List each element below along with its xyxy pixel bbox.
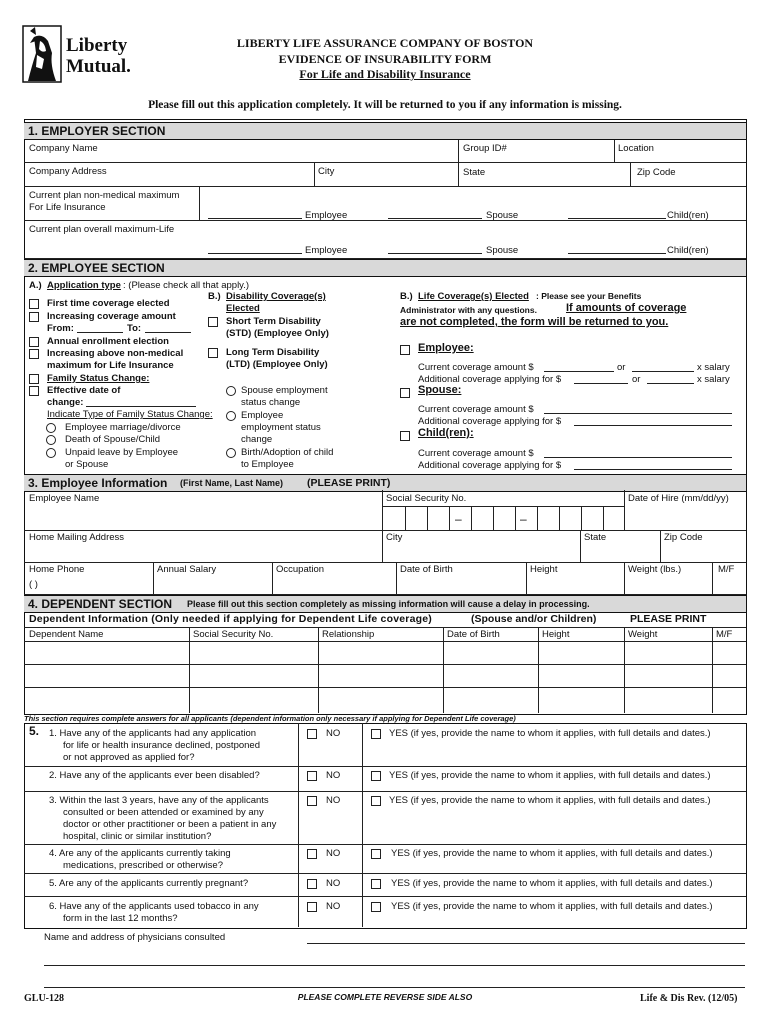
employer-section-title: 1. EMPLOYER SECTION [28,124,166,138]
overall-employee-label: Employee [305,245,348,256]
section5-note: This section requires complete answers for all applicants (dependent information only necessary if applying for Dependent Life coverage) [24,714,516,723]
physicians-field-1[interactable] [307,943,745,944]
spouse-additional-amount-label: Additional coverage applying for $ [418,416,562,427]
q2-yes-label: YES (if yes, provide the name to whom it applies, with full details and dates.) [389,770,711,781]
q6-no-checkbox[interactable] [307,902,317,912]
std-checkbox[interactable] [208,317,218,327]
dep-col-dob: Date of Birth [447,629,500,640]
employer-state-label: State [463,167,486,178]
dep-col-mf: M/F [716,629,733,640]
employee-life-label: Employee: [418,342,474,354]
q5-yes-label: YES (if yes, provide the name to whom it applies, with full details and dates.) [391,878,713,889]
q6-no-label: NO [326,901,341,912]
birth-adoption-radio[interactable] [226,448,236,458]
physicians-label: Name and address of physicians consulted [44,932,226,943]
non-medical-max-label: Current plan non-medical maximum [29,190,180,201]
form-subtitle: For Life and Disability Insurance [299,67,471,81]
q4-yes-checkbox[interactable] [371,849,381,859]
above-max-checkbox[interactable] [29,349,39,359]
logo-text-mutual: Mutual. [66,56,131,77]
employee-status-radio[interactable] [226,411,236,421]
q1-text-2: for life or health insurance declined, postponed [63,740,260,751]
children-current-amount-field[interactable] [544,457,732,458]
employee-info-print: (PLEASE PRINT) [307,477,391,489]
q6-yes-checkbox[interactable] [371,902,381,912]
overall-max-label: Current plan overall maximum-Life [29,224,175,235]
q4-text: 4. Are any of the applicants currently taking [49,848,231,859]
dependent-please-print: PLEASE PRINT [630,613,707,625]
employee-info-title: 3. Employee Information [28,476,168,490]
employee-section-header [24,259,746,277]
birth-adoption-label-2: to Employee [241,459,294,470]
ltd-checkbox[interactable] [208,348,218,358]
employee-info-sub: (First Name, Last Name) [180,478,284,488]
to-field[interactable] [145,332,191,333]
effective-date-label: Effective date of [47,385,121,396]
app-type-title: Application type [47,280,121,291]
q5-yes-checkbox[interactable] [371,879,381,889]
employee-current-amount-field[interactable] [544,371,614,372]
q2-no-label: NO [326,770,341,781]
ssn-dash-2: – [520,512,527,526]
children-additional-amount-label: Additional coverage applying for $ [418,460,562,471]
birth-adoption-label: Birth/Adoption of child [241,447,334,458]
first-time-checkbox[interactable] [29,299,39,309]
occupation-label: Occupation [276,564,325,575]
spouse-children-label: (Spouse and/or Children) [471,613,597,625]
dep-col-relationship: Relationship [322,629,375,640]
overall-employee-line[interactable] [208,253,302,254]
dependent-section-title: 4. DEPENDENT SECTION [28,597,173,611]
emp-state-label: State [584,532,607,543]
q6-text: 6. Have any of the applicants used tobacco in any [49,901,259,912]
max-spouse-label: Spouse [486,210,519,221]
ltd-label-2: (LTD) (Employee Only) [226,359,328,370]
physicians-field-2[interactable] [44,965,745,966]
q3-no-checkbox[interactable] [307,796,317,806]
employee-current-x-salary: x salary [697,362,730,373]
life-coverage-prefix: B.) [400,291,413,302]
spouse-current-amount-field[interactable] [544,413,732,414]
overall-children-line[interactable] [568,253,666,254]
overall-children-label: Child(ren) [667,245,709,256]
employee-additional-amount-field[interactable] [574,383,628,384]
unpaid-leave-radio[interactable] [46,448,56,458]
q2-yes-checkbox[interactable] [371,771,381,781]
q3-text-2: consulted or been attended or examined by any [63,807,264,818]
annual-enrollment-label: Annual enrollment election [47,336,169,347]
effective-date-label-2: change: [47,397,84,408]
ltd-label: Long Term Disability [226,347,320,358]
complete-reverse-note: PLEASE COMPLETE REVERSE SIDE ALSO [297,992,473,1002]
disability-title: Disability Coverage(s) [226,291,326,302]
employee-status-label-3: change [241,434,273,445]
dependent-info-label: Dependent Information (Only needed if applying for Dependent Life coverage) [29,613,432,625]
q4-no-checkbox[interactable] [307,849,317,859]
company-address-label: Company Address [29,166,107,177]
q6-yes-label: YES (if yes, provide the name to whom it applies, with full details and dates.) [391,901,713,912]
form-code: GLU-128 [24,993,64,1004]
ssn-dash-1: – [455,512,462,526]
from-field[interactable] [77,332,123,333]
employee-status-label-2: employment status [241,422,321,433]
q1-yes-label: YES (if yes, provide the name to whom it applies, with full details and dates.) [389,728,711,739]
spouse-additional-amount-field[interactable] [574,425,732,426]
unpaid-leave-label-2: or Spouse [65,459,109,470]
std-label-2: (STD) (Employee Only) [226,328,329,339]
employee-section-title: 2. EMPLOYEE SECTION [28,261,165,275]
overall-spouse-label: Spouse [486,245,519,256]
app-type-note: : (Please check all that apply.) [123,280,250,291]
spouse-life-label: Spouse: [418,384,462,396]
home-address-label: Home Mailing Address [29,532,125,543]
q2-no-checkbox[interactable] [307,771,317,781]
spouse-employment-label: Spouse employment [241,385,328,396]
hire-date-label: Date of Hire (mm/dd/yy) [628,493,729,504]
dob-label: Date of Birth [400,564,453,575]
employer-section-header [24,122,746,140]
employee-status-label: Employee [241,410,284,421]
children-life-checkbox[interactable] [400,431,410,441]
q5-no-checkbox[interactable] [307,879,317,889]
dependent-section-header [24,595,746,613]
employee-current-salary-field[interactable] [632,371,694,372]
spouse-life-checkbox[interactable] [400,388,410,398]
company-name-label: Company Name [29,143,98,154]
max-children-line[interactable] [568,218,666,219]
q4-yes-label: YES (if yes, provide the name to whom it applies, with full details and dates.) [391,848,713,859]
disability-elected: Elected [226,303,260,314]
indicate-type-label: Indicate Type of Family Status Change: [47,409,213,420]
home-phone-parens: ( ) [29,579,38,590]
life-coverage-note: : Please see your Benefits [536,291,642,301]
employee-current-or: or [617,362,626,373]
section5-number: 5. [29,724,40,738]
form-title: EVIDENCE OF INSURABILITY FORM [278,52,492,66]
life-coverage-note-2: Administrator with any questions. [400,305,537,315]
employer-zip-label: Zip Code [637,167,676,178]
effective-date-field[interactable] [86,406,196,407]
dep-col-height: Height [542,629,570,640]
effective-date-checkbox[interactable] [29,386,39,396]
height-label: Height [530,564,558,575]
q1-no-label: NO [326,728,341,739]
first-time-label: First time coverage elected [47,298,170,309]
to-label: To: [127,323,142,334]
instruction-text: Please fill out this application completely. It will be returned to you if any information is missing. [148,99,622,111]
family-status-checkbox[interactable] [29,374,39,384]
q2-text: 2. Have any of the applicants ever been disabled? [49,770,260,781]
std-label: Short Term Disability [226,316,321,327]
from-label: From: [47,323,74,334]
q4-no-label: NO [326,848,341,859]
q3-yes-label: YES (if yes, provide the name to whom it applies, with full details and dates.) [389,795,711,806]
ssn-label: Social Security No. [386,493,467,504]
life-coverage-title: Life Coverage(s) Elected [418,291,529,302]
mf-label: M/F [718,564,735,575]
annual-salary-label: Annual Salary [157,564,217,575]
children-additional-amount-field[interactable] [574,469,732,470]
overall-spouse-line[interactable] [388,253,482,254]
max-children-label: Child(ren) [667,210,709,221]
employee-name-label: Employee Name [29,493,100,504]
max-employee-line[interactable] [208,218,302,219]
marriage-radio[interactable] [46,423,56,433]
q4-text-2: medications, prescribed or otherwise? [63,860,223,871]
q3-yes-checkbox[interactable] [371,796,381,806]
max-spouse-line[interactable] [388,218,482,219]
marriage-label: Employee marriage/divorce [65,422,181,433]
spouse-employment-label-2: status change [241,397,301,408]
emp-zip-label: Zip Code [664,532,703,543]
home-phone-label: Home Phone [29,564,85,575]
unpaid-leave-label: Unpaid leave by Employee [65,447,179,458]
emp-city-label: City [386,532,403,543]
increasing-label: Increasing coverage amount [47,311,176,322]
above-max-label-2: maximum for Life Insurance [47,360,174,371]
employee-current-amount-label: Current coverage amount $ [418,362,534,373]
group-id-label: Group ID# [463,143,507,154]
life-coverage-warning: If amounts of coverage [566,302,687,314]
children-life-label: Child(ren): [418,427,474,439]
family-status-label: Family Status Change: [47,373,150,384]
death-label: Death of Spouse/Child [65,434,161,445]
spouse-current-amount-label: Current coverage amount $ [418,404,534,415]
q5-text: 5. Are any of the applicants currently pregnant? [49,878,249,889]
death-radio[interactable] [46,435,56,445]
physicians-field-3[interactable] [44,987,745,988]
above-max-label: Increasing above non-medical [47,348,184,359]
location-label: Location [618,143,654,154]
employee-additional-salary-field[interactable] [647,383,694,384]
q1-text-3: or not approved as applied for? [63,752,195,763]
weight-label: Weight (lbs.) [628,564,682,575]
employer-city-label: City [318,166,335,177]
company-name-heading: LIBERTY LIFE ASSURANCE COMPANY OF BOSTON [236,36,534,50]
employee-info-header [24,474,746,492]
q6-text-2: form in the last 12 months? [63,913,178,924]
employee-additional-x-salary: x salary [697,374,730,385]
q1-yes-checkbox[interactable] [371,729,381,739]
q1-no-checkbox[interactable] [307,729,317,739]
spouse-employment-radio[interactable] [226,386,236,396]
non-medical-max-label-2: For Life Insurance [29,202,106,213]
logo-text-liberty: Liberty [66,35,128,56]
q3-text: 3. Within the last 3 years, have any of the applicants [49,795,269,806]
app-type-prefix: A.) [29,280,42,291]
revision-label: Life & Dis Rev. (12/05) [640,993,738,1004]
q3-no-label: NO [326,795,341,806]
annual-enrollment-checkbox[interactable] [29,337,39,347]
dep-col-name: Dependent Name [29,629,104,640]
employee-additional-or: or [632,374,641,385]
dep-col-ssn: Social Security No. [193,629,274,640]
q3-text-4: hospital, clinic or similar institution? [63,831,212,842]
q3-text-3: doctor or other practitioner or been a patient in any [63,819,277,830]
dep-col-weight: Weight [628,629,658,640]
life-coverage-warning-2: are not completed, the form will be returned to you. [400,316,669,328]
children-current-amount-label: Current coverage amount $ [418,448,534,459]
increasing-checkbox[interactable] [29,312,39,322]
dependent-section-note: Please fill out this section completely as missing information will cause a delay in processing. [187,599,590,609]
disability-prefix: B.) [208,291,221,302]
max-employee-label: Employee [305,210,348,221]
q5-no-label: NO [326,878,341,889]
employee-additional-amount-label: Additional coverage applying for $ [418,374,562,385]
employee-life-checkbox[interactable] [400,345,410,355]
q1-text: 1. Have any of the applicants had any application [49,728,257,739]
